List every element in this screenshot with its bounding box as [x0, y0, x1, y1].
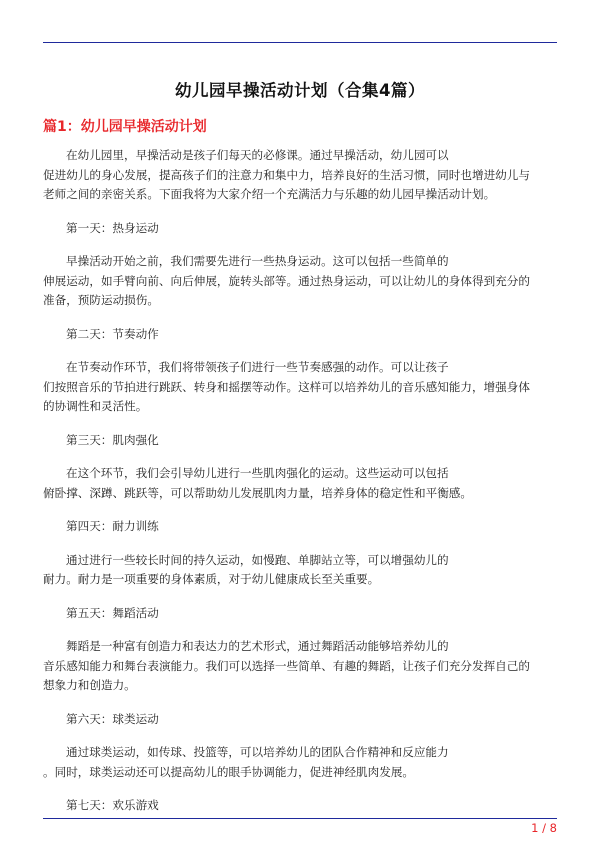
day-title-2: 第二天：节奏动作 — [66, 326, 159, 341]
text-line: 在幼儿园里，早操活动是孩子们每天的必修课。通过早操活动，幼儿园可以 — [66, 148, 449, 162]
text-line: 的协调性和灵活性。 — [43, 399, 148, 413]
page-number: 1 / 8 — [531, 821, 557, 835]
text-line: 伸展运动，如手臂向前、向后伸展，旋转头部等。通过热身运动，可以让幼儿的身体得到充分的 — [43, 273, 530, 288]
text-line: 通过球类运动，如传球、投篮等，可以培养幼儿的团队合作精神和反应能力 — [66, 745, 449, 759]
day-paragraph-4 — [43, 551, 559, 590]
day-title-5: 第五天：舞蹈活动 — [66, 605, 159, 620]
text-line: 舞蹈是一种富有创造力和表达力的艺术形式，通过舞蹈活动能够培养幼儿的 — [66, 639, 449, 653]
day-paragraph-3 — [43, 464, 559, 503]
document-title: 幼儿园早操活动计划（合集4篇） — [175, 81, 425, 100]
intro-paragraph — [43, 146, 559, 205]
day-paragraph-5 — [43, 637, 559, 696]
day-paragraph-6 — [43, 743, 559, 782]
text-line: 在节奏动作环节，我们将带领孩子们进行一些节奏感强的动作。可以让孩子 — [66, 360, 449, 374]
text-line: 们按照音乐的节拍进行跳跃、转身和摇摆等动作。这样可以培养幼儿的音乐感知能力，增强身体 — [43, 379, 530, 394]
text-line: 音乐感知能力和舞台表演能力。我们可以选择一些简单、有趣的舞蹈，让孩子们充分发挥自己的 — [43, 658, 530, 673]
day-title-4: 第四天：耐力训练 — [66, 519, 159, 533]
text-line: 想象力和创造力。 — [43, 678, 136, 692]
day-title-1: 第一天：热身运动 — [66, 220, 159, 235]
header-rule — [43, 42, 557, 43]
text-line: 。同时，球类运动还可以提高幼儿的眼手协调能力，促进神经肌肉发展。 — [43, 764, 415, 779]
footer-rule — [43, 818, 557, 819]
section-heading: 篇1：幼儿园早操活动计划 — [43, 119, 207, 135]
text-line: 早操活动开始之前，我们需要先进行一些热身运动。这可以包括一些简单的 — [66, 254, 449, 268]
document-body — [43, 146, 559, 830]
day-paragraph-2 — [43, 358, 559, 417]
text-line: 老师之间的亲密关系。下面我将为大家介绍一个充满活力与乐趣的幼儿园早操活动计划。 — [43, 187, 496, 201]
text-line: 准备，预防运动损伤。 — [43, 293, 159, 307]
day-title-6: 第六天：球类运动 — [66, 711, 159, 726]
text-line: 俯卧撑、深蹲、跳跃等，可以帮助幼儿发展肌肉力量，培养身体的稳定性和平衡感。 — [43, 485, 472, 500]
day-title-3: 第三天：肌肉强化 — [66, 432, 159, 447]
text-line: 耐力。耐力是一项重要的身体素质，对于幼儿健康成长至关重要。 — [43, 572, 380, 586]
day-title-7: 第七天：欢乐游戏 — [66, 798, 159, 812]
text-line: 通过进行一些较长时间的持久运动，如慢跑、单脚站立等，可以增强幼儿的 — [66, 552, 449, 567]
day-paragraph-1 — [43, 252, 559, 311]
text-line: 在这个环节，我们会引导幼儿进行一些肌肉强化的运动。这些运动可以包括 — [66, 466, 449, 480]
text-line: 促进幼儿的身心发展，提高孩子们的注意力和集中力，培养良好的生活习惯，同时也增进幼儿与 — [43, 167, 530, 182]
